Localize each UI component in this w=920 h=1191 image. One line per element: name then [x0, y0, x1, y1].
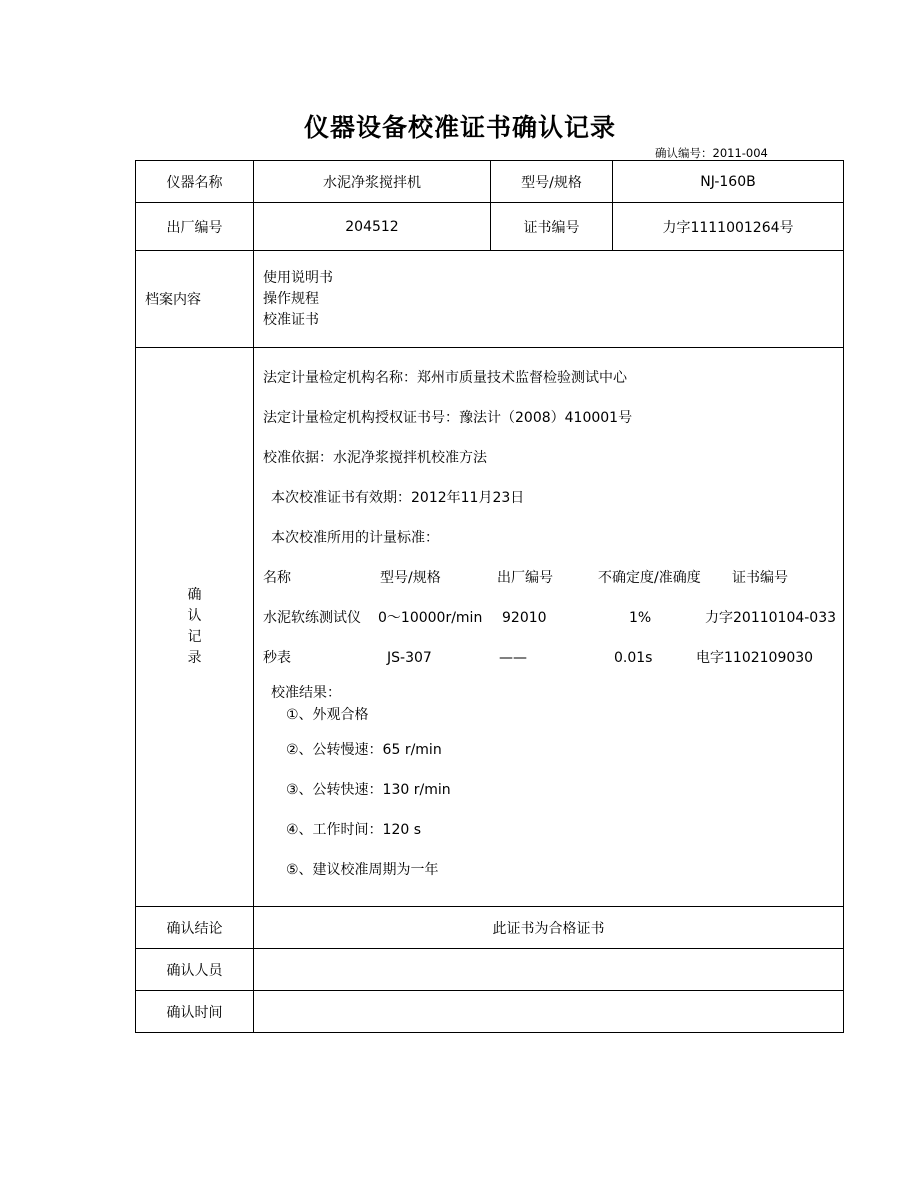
standard-model: JS-307 [387, 650, 432, 666]
record-label-char: 认 [187, 608, 202, 624]
standard-name: 秒表 [263, 650, 291, 666]
factory-no-label: 出厂编号 [136, 203, 254, 251]
result-item: ②、公转慢速：65 r/min [286, 742, 442, 758]
cert-no-value: 力字1111001264号 [613, 203, 844, 251]
time-label: 确认时间 [136, 991, 254, 1033]
results-label: 校准结果： [271, 685, 341, 701]
cert-no-label: 证书编号 [491, 203, 613, 251]
validity-line: 本次校准证书有效期：2012年11月23日 [271, 490, 525, 506]
authorization-line: 法定计量检定机构授权证书号：豫法计（2008）410001号 [263, 410, 633, 426]
standard-accuracy: 0.01s [614, 650, 653, 666]
result-item: ①、外观合格 [286, 707, 369, 723]
record-label-char: 记 [187, 629, 202, 645]
standards-header-model: 型号/规格 [380, 570, 441, 586]
conclusion-label: 确认结论 [136, 907, 254, 949]
standard-model: 0～10000r/min [378, 610, 483, 626]
standards-row [263, 638, 843, 678]
standard-cert-no: 力字20110104-033 [705, 610, 837, 626]
archive-item: 校准证书 [263, 311, 319, 328]
record-label-char: 确 [187, 587, 202, 603]
model-label: 型号/规格 [491, 161, 613, 203]
standards-header-name: 名称 [263, 570, 291, 586]
standards-row [263, 598, 843, 638]
archive-item: 操作规程 [263, 290, 319, 307]
archive-label: 档案内容 [136, 251, 254, 348]
standards-header-row [263, 558, 843, 598]
standard-name: 水泥软练测试仪 [263, 610, 361, 626]
model-value: NJ-160B [613, 161, 844, 203]
document-title: 仪器设备校准证书确认记录 [303, 113, 616, 142]
basis-line: 校准依据：水泥净浆搅拌机校准方法 [263, 450, 487, 466]
record-label-char: 录 [187, 650, 202, 666]
standard-accuracy: 1% [629, 610, 652, 626]
standard-factory-no: —— [499, 650, 527, 666]
record-label [136, 348, 254, 907]
result-item: ③、公转快速：130 r/min [286, 782, 451, 798]
time-value [254, 991, 844, 1033]
factory-no-value: 204512 [254, 203, 491, 251]
instrument-name-value: 水泥净浆搅拌机 [254, 161, 491, 203]
archive-item: 使用说明书 [263, 269, 333, 286]
confirm-number: 确认编号：2011-004 [655, 146, 768, 160]
conclusion-value: 此证书为合格证书 [254, 907, 844, 949]
person-label: 确认人员 [136, 949, 254, 991]
record-table [135, 160, 844, 1033]
standards-header-factory-no: 出厂编号 [497, 570, 553, 586]
standards-header-cert-no: 证书编号 [732, 570, 788, 586]
result-item: ④、工作时间：120 s [286, 822, 422, 838]
result-item: ⑤、建议校准周期为一年 [286, 862, 439, 878]
record-content [254, 348, 844, 907]
person-value [254, 949, 844, 991]
standards-header-accuracy: 不确定度/准确度 [598, 570, 701, 586]
standard-cert-no: 电字1102109030 [696, 650, 814, 666]
standards-intro: 本次校准所用的计量标准： [271, 530, 439, 546]
instrument-name-label: 仪器名称 [136, 161, 254, 203]
standard-factory-no: 92010 [502, 610, 547, 626]
institution-line: 法定计量检定机构名称：郑州市质量技术监督检验测试中心 [263, 370, 627, 386]
archive-contents [254, 251, 844, 348]
